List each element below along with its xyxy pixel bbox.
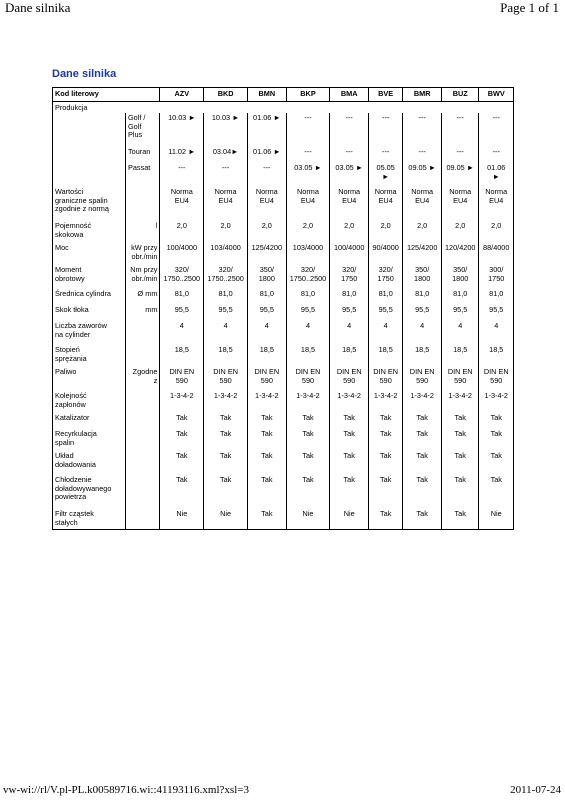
table-row bbox=[53, 265, 514, 289]
table-cell: 4 bbox=[248, 321, 287, 345]
table-cell: Norma EU4 bbox=[160, 187, 204, 221]
table-cell: 2,0 bbox=[248, 221, 287, 243]
table-cell: Norma EU4 bbox=[248, 187, 287, 221]
row-label bbox=[53, 147, 126, 163]
table-cell: --- bbox=[403, 147, 442, 163]
row-label: Recyrkulacja spalin bbox=[53, 429, 126, 451]
table-cell: 10.03 ► bbox=[160, 113, 204, 147]
row-label: Kolejność zapłonów bbox=[53, 391, 126, 413]
header-code: BKP bbox=[286, 88, 330, 102]
table-cell: DIN EN 590 bbox=[286, 367, 330, 391]
table-cell: 18,5 bbox=[286, 345, 330, 367]
table-row bbox=[53, 451, 514, 475]
table-cell: Tak bbox=[368, 451, 402, 475]
table-cell: 18,5 bbox=[368, 345, 402, 367]
footer-url: vw-wi://rl/V.pl-PL.k00589716.wi::41193116.xml?xsl=3 bbox=[3, 784, 249, 796]
table-cell: Tak bbox=[248, 429, 287, 451]
table-cell: 1-3-4-2 bbox=[479, 391, 514, 413]
table-cell: 81,0 bbox=[248, 289, 287, 305]
table-cell: 81,0 bbox=[403, 289, 442, 305]
table-body bbox=[53, 113, 514, 529]
row-unit bbox=[126, 509, 160, 529]
table-cell: 2,0 bbox=[368, 221, 402, 243]
header-code: BUZ bbox=[441, 88, 479, 102]
table-cell: 4 bbox=[330, 321, 369, 345]
row-unit bbox=[126, 413, 160, 429]
table-cell: Tak bbox=[368, 413, 402, 429]
table-cell: 01.06 ► bbox=[248, 113, 287, 147]
table-cell: Tak bbox=[330, 413, 369, 429]
table-row bbox=[53, 345, 514, 367]
table-cell: --- bbox=[286, 113, 330, 147]
table-cell: Tak bbox=[479, 475, 514, 509]
row-unit bbox=[126, 429, 160, 451]
row-label: Pojemność skokowa bbox=[53, 221, 126, 243]
table-cell: Tak bbox=[441, 429, 479, 451]
row-label: Chłodzenie doładowywanego powietrza bbox=[53, 475, 126, 509]
table-cell: Tak bbox=[330, 475, 369, 509]
table-cell: Tak bbox=[403, 451, 442, 475]
table-cell: 4 bbox=[479, 321, 514, 345]
header-code: BKD bbox=[204, 88, 248, 102]
table-cell: 2,0 bbox=[403, 221, 442, 243]
row-unit: Ø mm bbox=[126, 289, 160, 305]
table-cell: --- bbox=[330, 147, 369, 163]
table-cell: 09.05 ► bbox=[441, 163, 479, 187]
table-cell: 81,0 bbox=[204, 289, 248, 305]
page-number: Page 1 of 1 bbox=[500, 0, 559, 15]
table-cell: 01.06 ► bbox=[479, 163, 514, 187]
table-cell: Tak bbox=[248, 475, 287, 509]
table-cell: 11.02 ► bbox=[160, 147, 204, 163]
table-cell: Tak bbox=[403, 509, 442, 529]
row-unit: Nm przy obr./min bbox=[126, 265, 160, 289]
table-cell: 350/ 1800 bbox=[441, 265, 479, 289]
table-row bbox=[53, 391, 514, 413]
header-code: BWV bbox=[479, 88, 514, 102]
table-cell: Tak bbox=[441, 451, 479, 475]
table-cell: 05.05 ► bbox=[368, 163, 402, 187]
table-cell: Nie bbox=[286, 509, 330, 529]
table-cell: 03.04► bbox=[204, 147, 248, 163]
table-cell: 1-3-4-2 bbox=[204, 391, 248, 413]
table-cell: 95,5 bbox=[204, 305, 248, 321]
table-cell: Tak bbox=[248, 509, 287, 529]
table-cell: Tak bbox=[479, 451, 514, 475]
table-cell: Norma EU4 bbox=[479, 187, 514, 221]
table-cell: 10.03 ► bbox=[204, 113, 248, 147]
table-cell: 103/4000 bbox=[286, 243, 330, 265]
table-cell: 1-3-4-2 bbox=[368, 391, 402, 413]
table-cell: 95,5 bbox=[368, 305, 402, 321]
table-cell: 320/ 1750 bbox=[330, 265, 369, 289]
table-cell: --- bbox=[286, 147, 330, 163]
row-label: Układ doładowania bbox=[53, 451, 126, 475]
table-cell: 2,0 bbox=[479, 221, 514, 243]
table-cell: 81,0 bbox=[160, 289, 204, 305]
row-unit bbox=[126, 345, 160, 367]
table-cell: 320/ 1750..2500 bbox=[204, 265, 248, 289]
table-cell: 4 bbox=[204, 321, 248, 345]
table-cell: 18,5 bbox=[479, 345, 514, 367]
table-cell: Tak bbox=[160, 451, 204, 475]
table-cell: 95,5 bbox=[160, 305, 204, 321]
table-cell: Norma EU4 bbox=[204, 187, 248, 221]
table-row bbox=[53, 305, 514, 321]
table-cell: 81,0 bbox=[368, 289, 402, 305]
table-cell: 18,5 bbox=[160, 345, 204, 367]
table-cell: 2,0 bbox=[160, 221, 204, 243]
row-unit bbox=[126, 391, 160, 413]
table-cell: Tak bbox=[368, 429, 402, 451]
table-row bbox=[53, 289, 514, 305]
table-cell: 18,5 bbox=[248, 345, 287, 367]
table-cell: Tak bbox=[479, 429, 514, 451]
table-cell: Tak bbox=[160, 413, 204, 429]
table-row bbox=[53, 221, 514, 243]
row-label: Katalizator bbox=[53, 413, 126, 429]
table-row bbox=[53, 321, 514, 345]
table-cell: 90/4000 bbox=[368, 243, 402, 265]
header-kod-literowy: Kod literowy bbox=[53, 88, 160, 102]
header-code: BMA bbox=[330, 88, 369, 102]
table-cell: 2,0 bbox=[330, 221, 369, 243]
row-label: Skok tłoka bbox=[53, 305, 126, 321]
table-cell: 320/ 1750 bbox=[368, 265, 402, 289]
row-label: Średnica cylindra bbox=[53, 289, 126, 305]
table-cell: 95,5 bbox=[403, 305, 442, 321]
table-cell: 81,0 bbox=[286, 289, 330, 305]
row-label: Liczba zaworów na cylinder bbox=[53, 321, 126, 345]
table-cell: Tak bbox=[204, 429, 248, 451]
table-cell: Tak bbox=[160, 475, 204, 509]
row-label: Moment obrotowy bbox=[53, 265, 126, 289]
table-cell: 125/4200 bbox=[248, 243, 287, 265]
page-header-title: Dane silnika bbox=[5, 0, 71, 15]
row-unit: Zgodne z bbox=[126, 367, 160, 391]
table-cell: 81,0 bbox=[330, 289, 369, 305]
table-cell: DIN EN 590 bbox=[403, 367, 442, 391]
table-cell: --- bbox=[330, 113, 369, 147]
table-cell: 95,5 bbox=[330, 305, 369, 321]
table-row bbox=[53, 147, 514, 163]
table-cell: 350/ 1800 bbox=[403, 265, 442, 289]
row-label bbox=[53, 113, 126, 147]
table-cell: --- bbox=[441, 113, 479, 147]
table-cell: Tak bbox=[479, 413, 514, 429]
table-row bbox=[53, 413, 514, 429]
table-cell: Tak bbox=[330, 429, 369, 451]
table-row bbox=[53, 429, 514, 451]
table-cell: 03.05 ► bbox=[286, 163, 330, 187]
row-unit: kW przy obr./min bbox=[126, 243, 160, 265]
table-cell: Tak bbox=[286, 429, 330, 451]
table-cell: DIN EN 590 bbox=[368, 367, 402, 391]
table-cell: DIN EN 590 bbox=[160, 367, 204, 391]
table-cell: --- bbox=[479, 147, 514, 163]
table-cell: Tak bbox=[248, 413, 287, 429]
table-row bbox=[53, 509, 514, 529]
table-cell: Tak bbox=[204, 451, 248, 475]
table-cell: 4 bbox=[160, 321, 204, 345]
header-code: BMR bbox=[403, 88, 442, 102]
row-label: Filtr cząstek stałych bbox=[53, 509, 126, 529]
table-cell: DIN EN 590 bbox=[248, 367, 287, 391]
table-cell: 2,0 bbox=[441, 221, 479, 243]
header-code: BVE bbox=[368, 88, 402, 102]
table-cell: --- bbox=[160, 163, 204, 187]
table-cell: 100/4000 bbox=[160, 243, 204, 265]
table-cell: 03.05 ► bbox=[330, 163, 369, 187]
table-cell: Tak bbox=[286, 451, 330, 475]
table-cell: 81,0 bbox=[479, 289, 514, 305]
table-cell: 320/ 1750..2500 bbox=[160, 265, 204, 289]
table-cell: --- bbox=[479, 113, 514, 147]
table-cell: --- bbox=[248, 163, 287, 187]
table-cell: 1-3-4-2 bbox=[441, 391, 479, 413]
table-cell: 103/4000 bbox=[204, 243, 248, 265]
table-cell: --- bbox=[204, 163, 248, 187]
table-cell: --- bbox=[368, 147, 402, 163]
row-unit bbox=[126, 321, 160, 345]
table-cell: Nie bbox=[204, 509, 248, 529]
table-cell: 4 bbox=[441, 321, 479, 345]
engine-data-table bbox=[52, 87, 514, 530]
row-label: Stopień sprężania bbox=[53, 345, 126, 367]
table-cell: 120/4200 bbox=[441, 243, 479, 265]
table-cell: Norma EU4 bbox=[368, 187, 402, 221]
table-row bbox=[53, 243, 514, 265]
table-row bbox=[53, 113, 514, 147]
table-row-produkcja bbox=[53, 101, 514, 113]
table-cell: DIN EN 590 bbox=[479, 367, 514, 391]
table-cell: DIN EN 590 bbox=[204, 367, 248, 391]
row-label bbox=[53, 163, 126, 187]
table-cell: Tak bbox=[286, 413, 330, 429]
table-cell: 1-3-4-2 bbox=[330, 391, 369, 413]
table-cell: 350/ 1800 bbox=[248, 265, 287, 289]
table-cell: --- bbox=[403, 113, 442, 147]
table-cell: 1-3-4-2 bbox=[403, 391, 442, 413]
table-cell: Tak bbox=[403, 429, 442, 451]
table-cell: 18,5 bbox=[441, 345, 479, 367]
table-row bbox=[53, 367, 514, 391]
row-label: Paliwo bbox=[53, 367, 126, 391]
table-cell: Tak bbox=[441, 475, 479, 509]
footer-date: 2011-07-24 bbox=[510, 784, 561, 796]
table-cell: 95,5 bbox=[479, 305, 514, 321]
table-cell: 1-3-4-2 bbox=[248, 391, 287, 413]
table-cell: Tak bbox=[286, 475, 330, 509]
table-cell: 18,5 bbox=[330, 345, 369, 367]
row-unit: mm bbox=[126, 305, 160, 321]
table-cell: 2,0 bbox=[204, 221, 248, 243]
table-cell: Nie bbox=[160, 509, 204, 529]
table-cell: --- bbox=[368, 113, 402, 147]
row-label-produkcja: Produkcja bbox=[53, 101, 514, 113]
table-cell: DIN EN 590 bbox=[441, 367, 479, 391]
table-cell: 95,5 bbox=[441, 305, 479, 321]
table-cell: Norma EU4 bbox=[441, 187, 479, 221]
row-label: Wartości graniczne spalin zgodnie z normą bbox=[53, 187, 126, 221]
table-cell: 125/4200 bbox=[403, 243, 442, 265]
table-cell: --- bbox=[441, 147, 479, 163]
table-cell: Tak bbox=[403, 413, 442, 429]
table-cell: Tak bbox=[330, 451, 369, 475]
table-cell: 100/4000 bbox=[330, 243, 369, 265]
table-cell: Tak bbox=[441, 509, 479, 529]
table-cell: 81,0 bbox=[441, 289, 479, 305]
table-cell: 1-3-4-2 bbox=[160, 391, 204, 413]
table-row bbox=[53, 187, 514, 221]
table-cell: Tak bbox=[160, 429, 204, 451]
table-cell: Tak bbox=[368, 475, 402, 509]
table-cell: Tak bbox=[204, 475, 248, 509]
table-cell: 2,0 bbox=[286, 221, 330, 243]
table-cell: 95,5 bbox=[248, 305, 287, 321]
row-unit: Touran bbox=[126, 147, 160, 163]
row-unit bbox=[126, 187, 160, 221]
table-cell: Tak bbox=[248, 451, 287, 475]
table-cell: Tak bbox=[403, 475, 442, 509]
table-cell: DIN EN 590 bbox=[330, 367, 369, 391]
page-title: Dane silnika bbox=[52, 68, 117, 80]
row-unit: l bbox=[126, 221, 160, 243]
table-row bbox=[53, 163, 514, 187]
table-cell: 1-3-4-2 bbox=[286, 391, 330, 413]
table-cell: Norma EU4 bbox=[403, 187, 442, 221]
table-cell: Norma EU4 bbox=[286, 187, 330, 221]
table-row bbox=[53, 475, 514, 509]
table-cell: 300/ 1750 bbox=[479, 265, 514, 289]
table-cell: 4 bbox=[368, 321, 402, 345]
table-cell: 09.05 ► bbox=[403, 163, 442, 187]
table-cell: 18,5 bbox=[403, 345, 442, 367]
table-cell: 4 bbox=[403, 321, 442, 345]
table-header-row bbox=[53, 88, 514, 102]
table-cell: Nie bbox=[479, 509, 514, 529]
table-cell: 01.06 ► bbox=[248, 147, 287, 163]
header-code: AZV bbox=[160, 88, 204, 102]
table-cell: 95,5 bbox=[286, 305, 330, 321]
row-unit: Passat bbox=[126, 163, 160, 187]
row-unit bbox=[126, 475, 160, 509]
row-unit: Golf / Golf Plus bbox=[126, 113, 160, 147]
row-label: Moc bbox=[53, 243, 126, 265]
table-cell: 18,5 bbox=[204, 345, 248, 367]
table-cell: Norma EU4 bbox=[330, 187, 369, 221]
table-cell: Tak bbox=[441, 413, 479, 429]
table-cell: Nie bbox=[330, 509, 369, 529]
table-cell: Tak bbox=[368, 509, 402, 529]
row-unit bbox=[126, 451, 160, 475]
table-cell: 4 bbox=[286, 321, 330, 345]
table-cell: 320/ 1750..2500 bbox=[286, 265, 330, 289]
table-cell: 88/4000 bbox=[479, 243, 514, 265]
header-code: BMN bbox=[248, 88, 287, 102]
table-cell: Tak bbox=[204, 413, 248, 429]
